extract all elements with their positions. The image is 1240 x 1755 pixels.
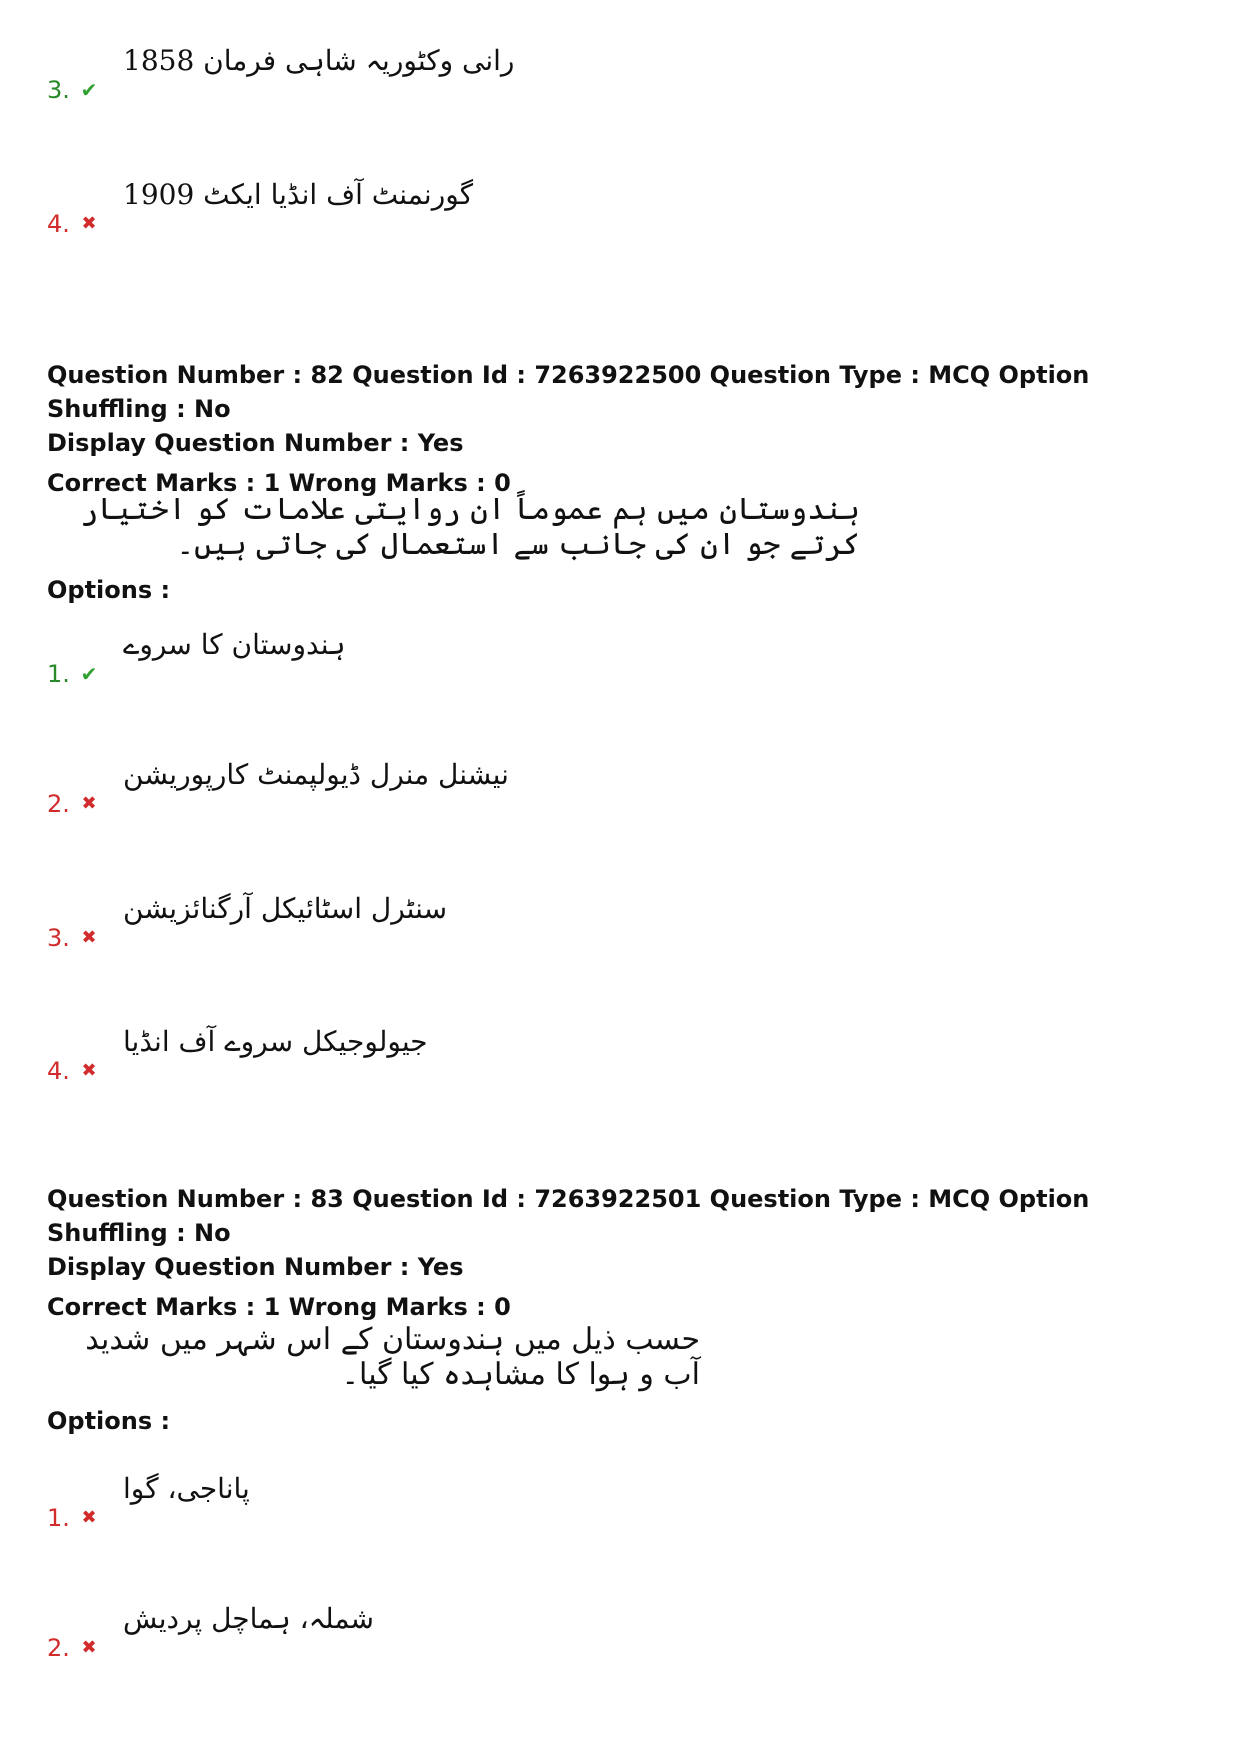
- option-text: نیشنل منرل ڈیولپمنٹ کارپوریشن: [123, 758, 509, 791]
- option-number: 4.: [47, 1057, 70, 1085]
- display-question-number: Display Question Number : Yes: [47, 429, 464, 457]
- question-82-text: [60, 492, 860, 562]
- prev-option-4: [47, 178, 474, 239]
- check-icon: ✔: [80, 78, 98, 102]
- option-number: 2.: [47, 1634, 70, 1662]
- cross-icon: ✖: [81, 1507, 97, 1528]
- cross-icon: ✖: [81, 1060, 97, 1081]
- marks-line: Correct Marks : 1 Wrong Marks : 0: [47, 469, 511, 497]
- question-83-text: [80, 1322, 700, 1392]
- question-82-options-label: [47, 573, 1193, 607]
- q82-option-3: [47, 892, 448, 953]
- q82-option-2: [47, 758, 509, 819]
- option-text: جیولوجیکل سروے آف انڈیا: [123, 1025, 428, 1058]
- cross-icon: ✖: [81, 1637, 97, 1658]
- option-text: رانی وکٹوریہ شاہی فرمان 1858: [123, 44, 515, 77]
- check-icon: ✔: [80, 662, 98, 686]
- cross-icon: ✖: [81, 793, 97, 814]
- option-number: 1.: [47, 660, 70, 688]
- question-meta-line: Question Number : 82 Question Id : 7263922500 Question Type : MCQ Option Shuffling : No: [47, 361, 1090, 423]
- question-meta-line: Question Number : 83 Question Id : 7263922501 Question Type : MCQ Option Shuffling : No: [47, 1185, 1090, 1247]
- option-number: 2.: [47, 790, 70, 818]
- option-number: 4.: [47, 210, 70, 238]
- q83-option-1: [47, 1472, 250, 1533]
- prev-option-3: [47, 44, 515, 105]
- cross-icon: ✖: [81, 213, 97, 234]
- option-number: 3.: [47, 924, 70, 952]
- display-question-number: Display Question Number : Yes: [47, 1253, 464, 1281]
- option-text: ہندوستان کا سروے: [123, 628, 346, 661]
- marks-line: Correct Marks : 1 Wrong Marks : 0: [47, 1293, 511, 1321]
- q82-option-4: [47, 1025, 428, 1086]
- option-number: 3.: [47, 76, 70, 104]
- option-text: گورنمنٹ آف انڈیا ایکٹ 1909: [123, 178, 474, 211]
- question-83-options-label: [47, 1404, 1193, 1438]
- cross-icon: ✖: [81, 927, 97, 948]
- question-82-header: [47, 358, 1193, 500]
- question-text: ہندوستان میں ہم عموماً ان روایتی علامات کو اختیار کرتے جو ان کی جانب سے استعمال کی جاتی ہیں۔: [80, 492, 860, 562]
- option-text: شملہ، ہماچل پردیش: [123, 1602, 375, 1635]
- options-label: Options :: [47, 1407, 171, 1435]
- option-text: سنٹرل اسٹائیکل آرگنائزیشن: [123, 892, 448, 925]
- q82-option-1: [47, 628, 346, 689]
- options-label: Options :: [47, 576, 171, 604]
- question-83-header: [47, 1182, 1193, 1324]
- option-text: پاناجی، گوا: [123, 1472, 250, 1505]
- q83-option-2: [47, 1602, 375, 1663]
- question-text: حسب ذیل میں ہندوستان کے اس شہر میں شدید آب و ہوا کا مشاہدہ کیا گیا۔: [85, 1322, 700, 1392]
- option-number: 1.: [47, 1504, 70, 1532]
